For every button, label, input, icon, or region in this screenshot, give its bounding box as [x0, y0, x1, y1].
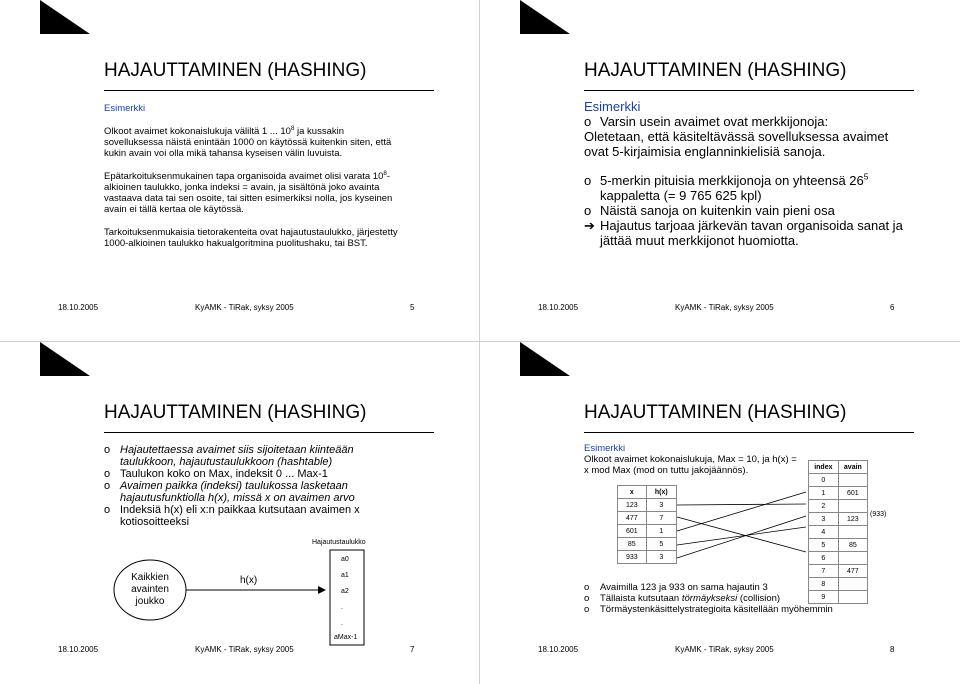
- key-set-label: Kaikkien avainten joukko: [131, 572, 169, 607]
- table-row: 601 1: [618, 525, 677, 538]
- table-cell: .: [341, 620, 343, 627]
- slide-8: [480, 342, 959, 683]
- table-cell-last: aMax-1: [334, 634, 358, 641]
- hash-arrow-head: [318, 586, 326, 594]
- slide-title: HAJAUTTAMINEN (HASHING): [584, 402, 847, 423]
- table-row: 0: [809, 474, 868, 487]
- hash-values-table: x h(x) 123 3 477 7 601 1 85 5 933 3: [617, 485, 677, 564]
- footer-course: KyAMK - TiRak, syksy 2005: [195, 303, 294, 312]
- table-row: 123 3: [618, 499, 677, 512]
- slide-title: HAJAUTTAMINEN (HASHING): [104, 402, 367, 423]
- footer-course: KyAMK - TiRak, syksy 2005: [675, 303, 774, 312]
- hash-function-label: h(x): [240, 575, 258, 586]
- page-number: 5: [410, 303, 415, 312]
- slide-body: [584, 582, 914, 615]
- arrow-line: [677, 504, 806, 505]
- footer-date: 18.10.2005: [58, 645, 99, 654]
- bullet-3: o Avaimen paikka (indeksi) taulukossa lasketaan hajautusfunktiolla h(x), missä x on avaimen arvo: [104, 480, 355, 504]
- paragraph-2: Epätarkoituksenmukainen tapa organisoida avaimet olisi varata $10^8$-alkioinen taulukko, jonka indeksi = avain, ja sisältönä joko avainta vastaava data tai sen osoite, tai sitten esimerkiksi nolla, jos kyseinen avain ei tällä kertaa ole käytössä.: [104, 169, 393, 215]
- table-row: 9: [809, 591, 868, 604]
- footer-date: 18.10.2005: [58, 303, 99, 312]
- footer-date: 18.10.2005: [538, 303, 579, 312]
- footer-date: 18.10.2005: [538, 645, 579, 654]
- corner-shape: [40, 0, 90, 34]
- table-row: 7 477: [809, 565, 868, 578]
- example-heading: Esimerkki: [584, 99, 641, 114]
- page-number: 6: [890, 303, 895, 312]
- intro-text: Olkoot avaimet kokonaislukuja, Max = 10, ja h(x) = x mod Max (mod on tuttu jakojäännös).: [584, 454, 797, 476]
- slide-title: HAJAUTTAMINEN (HASHING): [104, 60, 367, 81]
- example-heading: Esimerkki: [104, 103, 146, 114]
- corner-shape: [520, 0, 570, 34]
- table-row: 5 85: [809, 539, 868, 552]
- bullet-4: ➔ Hajautus tarjoaa järkevän tavan organisoida sanat ja jättää muut merkkijonot huomiotta.: [584, 218, 903, 248]
- slide-7: [0, 342, 479, 683]
- bullet-3: o Törmäystenkäsittelystrategioita käsitellään myöhemmin: [584, 604, 833, 615]
- title-rule: [104, 90, 434, 91]
- bullet-2: o 5-merkin pituisia merkkijonoja on yhteensä $26^5$ kappaletta (= 9 765 625 kpl): [584, 171, 869, 203]
- table-row: 1 601: [809, 487, 868, 500]
- bullet-1: o Avaimilla 123 ja 933 on sama hajautin 3: [584, 582, 768, 593]
- arrow-icon: ➔: [584, 218, 595, 233]
- table-row: 3 123: [809, 513, 868, 526]
- collision-arrows: [480, 342, 959, 683]
- example-heading: Esimerkki: [584, 443, 626, 454]
- slide-title: HAJAUTTAMINEN (HASHING): [584, 60, 847, 81]
- hash-table-label: Hajautustaulukko: [312, 539, 366, 546]
- hash-table: index avain 0 1 601 2 3 123 4 5 85 6 7 477 8 9: [808, 460, 868, 604]
- slide-6: [480, 0, 959, 341]
- table-row: 933 3: [618, 551, 677, 564]
- bullet-3: o Näistä sanoja on kuitenkin vain pieni osa: [584, 203, 835, 218]
- slide-body: [104, 103, 404, 249]
- bullet-2: o Tällaista kutsutaan törmäykseksi (collision): [584, 593, 781, 604]
- table-row: 8: [809, 578, 868, 591]
- table-cell: a0: [341, 556, 349, 563]
- bullet-4: o Indeksiä h(x) eli x:n paikkaa kutsutaan avaimen x kotiosoitteeksi: [104, 504, 360, 528]
- footer-course: KyAMK - TiRak, syksy 2005: [195, 645, 294, 654]
- page-number: 7: [410, 645, 415, 654]
- table-row: 2: [809, 500, 868, 513]
- bullet-2: o Taulukon koko on Max, indeksit 0 ... Max-1: [104, 468, 328, 480]
- footer-course: KyAMK - TiRak, syksy 2005: [675, 645, 774, 654]
- slide-body: [584, 99, 904, 248]
- table-row: 85 5: [618, 538, 677, 551]
- slide-5: [0, 0, 479, 341]
- table-cell: .: [341, 604, 343, 611]
- table-cell: a1: [341, 572, 349, 579]
- hash-diagram: [0, 342, 479, 683]
- bullet-1: o Hajautettaessa avaimet siis sijoitetaan kiinteään taulukkoon, hajautustaulukkoon (hashtable): [104, 444, 354, 468]
- table-cell: a2: [341, 588, 349, 595]
- arrow-line: [677, 492, 806, 531]
- paragraph-1: Olkoot avaimet kokonaislukuja väliltä 1 ... $10^8$ ja kussakin sovelluksessa näistä enintään 1000 on käytössä kuitenkin siten, että kukin avain voi olla mikä tahansa kyseisen välin luvuista.: [104, 124, 392, 159]
- table-row: 6: [809, 552, 868, 565]
- title-rule: [584, 90, 914, 91]
- bullet-1-continuation: Oletetaan, että käsiteltävässä sovelluksessa avaimet ovat 5-kirjaimisia englanninkielisiä sanoja.: [584, 129, 889, 159]
- paragraph-3: Tarkoituksenmukaisia tietorakenteita ovat hajautustaulukko, järjestetty 1000-alkioinen taulukko hakualgoritmina puolitushaku, tai BST.: [104, 227, 398, 249]
- page-number: 8: [890, 645, 895, 654]
- overflow-value: (933): [870, 511, 887, 518]
- arrow-line: [677, 527, 806, 545]
- bullet-1: o Varsin usein avaimet ovat merkkijonoja:: [584, 114, 829, 129]
- hash-table-cells: [341, 552, 349, 632]
- table-row: 4: [809, 526, 868, 539]
- table-row: 477 7: [618, 512, 677, 525]
